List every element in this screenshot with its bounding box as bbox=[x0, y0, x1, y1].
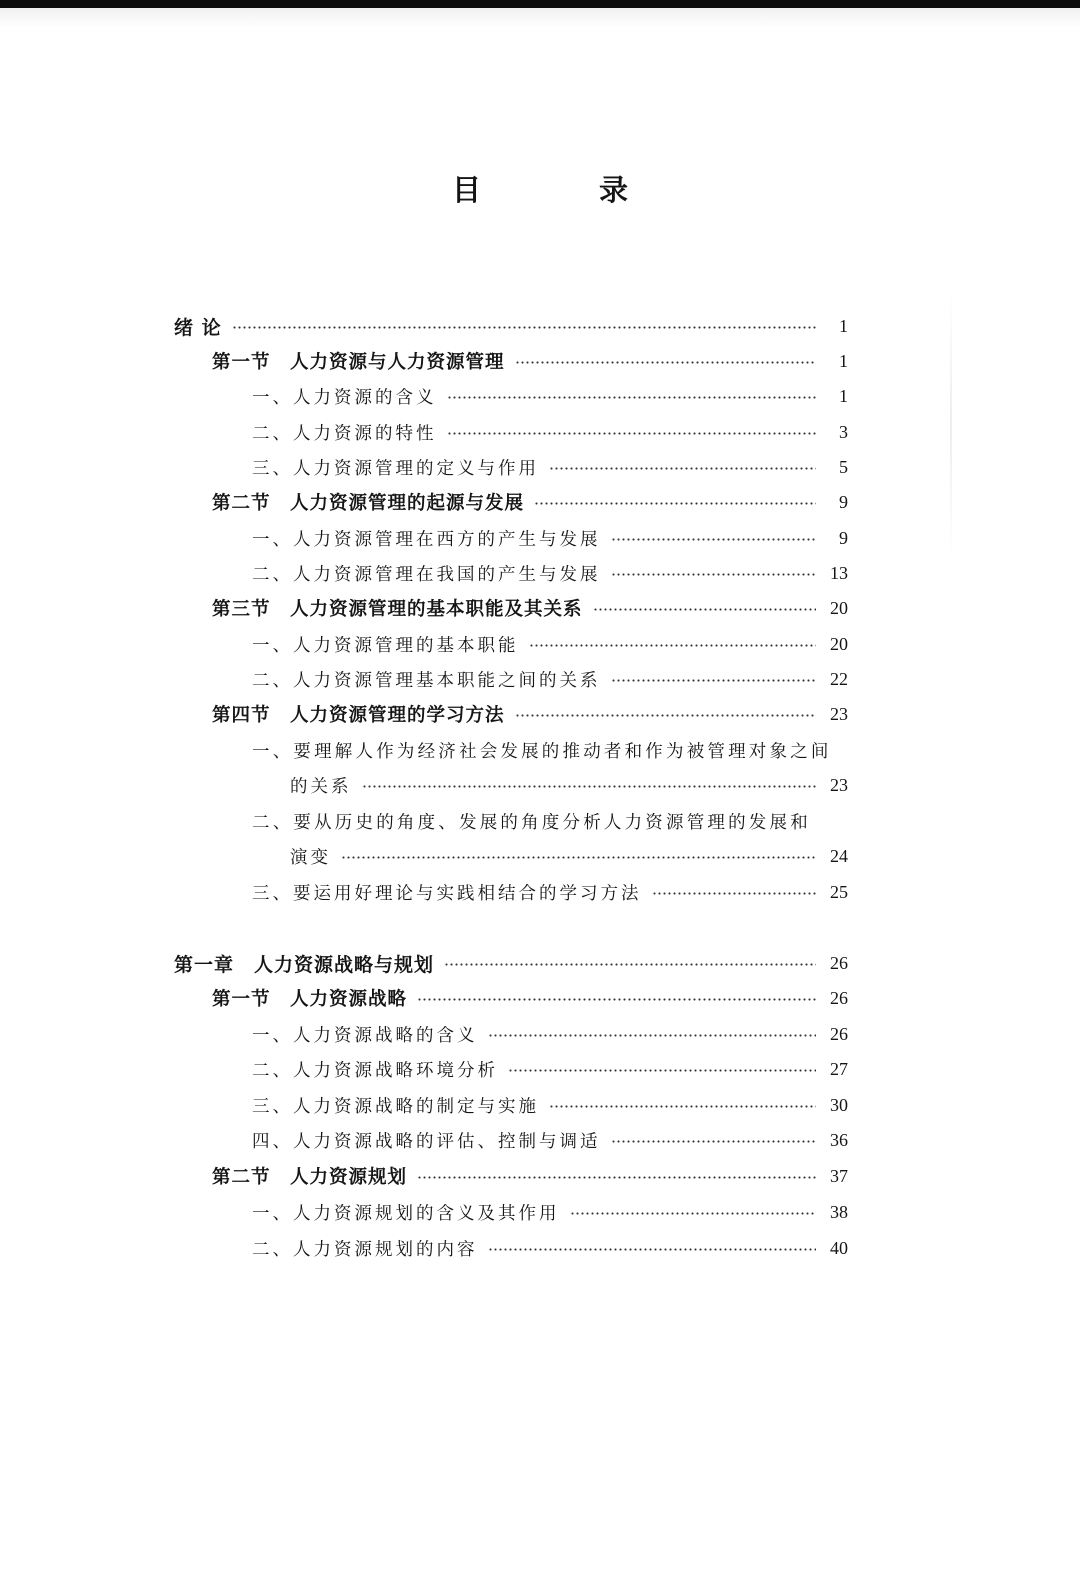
toc-entry[interactable] bbox=[252, 629, 846, 659]
toc-entry-page: 26 bbox=[830, 987, 848, 1008]
toc-entry-title: 一、要理解人作为经济社会发展的推动者和作为被管理对象之间 bbox=[252, 741, 832, 762]
toc-entry-title: 第二节 人力资源管理的起源与发展 bbox=[212, 493, 525, 514]
toc-entry-page: 40 bbox=[830, 1237, 848, 1258]
toc-entry-title: 第一节 人力资源与人力资源管理 bbox=[212, 352, 505, 373]
toc-entry[interactable] bbox=[252, 735, 846, 765]
toc-entry[interactable] bbox=[212, 1161, 846, 1191]
toc-entry-title: 三、人力资源管理的定义与作用 bbox=[252, 458, 539, 479]
toc-entry[interactable] bbox=[174, 311, 846, 341]
toc-entry-title: 一、人力资源管理在西方的产生与发展 bbox=[252, 529, 601, 550]
toc-entry[interactable] bbox=[252, 1197, 846, 1227]
toc-entry[interactable] bbox=[212, 346, 846, 376]
toc-entry-title: 第一章 人力资源战略与规划 bbox=[174, 953, 435, 976]
toc-entry[interactable] bbox=[252, 806, 846, 836]
toc-entry-title: 二、人力资源管理基本职能之间的关系 bbox=[252, 670, 601, 691]
toc-entry-title: 第三节 人力资源管理的基本职能及其关系 bbox=[212, 599, 583, 620]
leader-dots bbox=[611, 573, 817, 576]
toc-entry-title: 一、人力资源的含义 bbox=[252, 387, 437, 408]
toc-entry-title: 二、人力资源管理在我国的产生与发展 bbox=[252, 564, 601, 585]
leader-dots bbox=[444, 963, 816, 966]
leader-dots bbox=[534, 502, 816, 505]
toc-entry-title: 一、人力资源战略的含义 bbox=[252, 1025, 478, 1046]
toc-entry[interactable] bbox=[252, 452, 846, 482]
leader-dots bbox=[362, 785, 817, 788]
toc-entry-title: 绪 论 bbox=[174, 316, 222, 339]
toc-entry-title: 一、人力资源管理的基本职能 bbox=[252, 635, 519, 656]
leader-dots bbox=[652, 892, 817, 895]
toc-entry-continuation[interactable] bbox=[290, 841, 846, 871]
leader-dots bbox=[488, 1034, 817, 1037]
leader-dots bbox=[570, 1212, 817, 1215]
toc-entry-page: 5 bbox=[839, 456, 848, 477]
toc-entry[interactable] bbox=[252, 523, 846, 553]
toc-entry[interactable] bbox=[252, 381, 846, 411]
toc-entry-page: 20 bbox=[830, 633, 848, 654]
toc-entry-title: 二、要从历史的角度、发展的角度分析人力资源管理的发展和 bbox=[252, 812, 811, 833]
toc-entry-page: 26 bbox=[830, 952, 848, 973]
toc-entry[interactable] bbox=[252, 1125, 846, 1155]
leader-dots bbox=[549, 467, 816, 470]
leader-dots bbox=[417, 998, 816, 1001]
leader-dots bbox=[611, 679, 817, 682]
toc-entry-page: 1 bbox=[839, 350, 848, 371]
toc-entry-page: 30 bbox=[830, 1094, 848, 1115]
toc-entry-title: 第一节 人力资源战略 bbox=[212, 989, 408, 1010]
leader-dots bbox=[232, 326, 816, 329]
leader-dots bbox=[508, 1069, 816, 1072]
toc-entry-title: 第四节 人力资源管理的学习方法 bbox=[212, 705, 505, 726]
toc-entry[interactable] bbox=[174, 948, 846, 978]
toc-entry-page: 9 bbox=[839, 527, 848, 548]
toc-entry[interactable] bbox=[252, 1054, 846, 1084]
toc-entry-title: 二、人力资源的特性 bbox=[252, 423, 437, 444]
leader-dots bbox=[417, 1176, 816, 1179]
leader-dots bbox=[611, 1140, 817, 1143]
toc-entry-title: 二、人力资源战略环境分析 bbox=[252, 1060, 498, 1081]
leader-dots bbox=[611, 538, 817, 541]
toc-entry[interactable] bbox=[252, 558, 846, 588]
toc-entry-title: 的关系 bbox=[290, 776, 352, 797]
toc-entry-page: 24 bbox=[830, 845, 848, 866]
toc-entry-page: 38 bbox=[830, 1201, 848, 1222]
toc-entry[interactable] bbox=[212, 487, 846, 517]
toc-entry[interactable] bbox=[252, 877, 846, 907]
toc-entry[interactable] bbox=[212, 593, 846, 623]
toc-entry-page: 36 bbox=[830, 1129, 848, 1150]
toc-entry-title: 演变 bbox=[290, 847, 331, 868]
toc-entry[interactable] bbox=[212, 983, 846, 1013]
toc-entry[interactable] bbox=[252, 1019, 846, 1049]
toc-entry-page: 3 bbox=[839, 421, 848, 442]
toc-entry-page: 23 bbox=[830, 774, 848, 795]
toc-entry-page: 23 bbox=[830, 703, 848, 724]
toc-entry-page: 20 bbox=[830, 597, 848, 618]
toc-entry[interactable] bbox=[252, 1233, 846, 1263]
toc-entry[interactable] bbox=[252, 664, 846, 694]
leader-dots bbox=[549, 1105, 816, 1108]
toc-entry-title: 四、人力资源战略的评估、控制与调适 bbox=[252, 1131, 601, 1152]
toc-entry-page: 27 bbox=[830, 1058, 848, 1079]
leader-dots bbox=[529, 644, 817, 647]
page-title: 目 录 bbox=[451, 173, 683, 207]
toc-entry-page: 37 bbox=[830, 1165, 848, 1186]
toc-entry-page: 25 bbox=[830, 881, 848, 902]
leader-dots bbox=[515, 714, 816, 717]
leader-dots bbox=[593, 608, 816, 611]
toc-entry-page: 1 bbox=[839, 385, 848, 406]
toc-entry-title: 三、人力资源战略的制定与实施 bbox=[252, 1096, 539, 1117]
leader-dots bbox=[447, 396, 817, 399]
toc-entry-page: 1 bbox=[839, 315, 848, 336]
toc-entry[interactable] bbox=[252, 1090, 846, 1120]
toc-entry-page: 9 bbox=[839, 491, 848, 512]
leader-dots bbox=[488, 1248, 817, 1251]
toc-entry-page: 13 bbox=[830, 562, 848, 583]
toc-entry-page: 22 bbox=[830, 668, 848, 689]
toc-entry-title: 一、人力资源规划的含义及其作用 bbox=[252, 1203, 560, 1224]
toc-entry-page: 26 bbox=[830, 1023, 848, 1044]
toc-entry-continuation[interactable] bbox=[290, 770, 846, 800]
leader-dots bbox=[341, 856, 816, 859]
toc-entry[interactable] bbox=[212, 699, 846, 729]
leader-dots bbox=[447, 432, 817, 435]
leader-dots bbox=[515, 361, 816, 364]
toc-entry-title: 二、人力资源规划的内容 bbox=[252, 1239, 478, 1260]
toc-entry[interactable] bbox=[252, 417, 846, 447]
toc-entry-title: 三、要运用好理论与实践相结合的学习方法 bbox=[252, 883, 642, 904]
toc-entry-title: 第二节 人力资源规划 bbox=[212, 1167, 408, 1188]
